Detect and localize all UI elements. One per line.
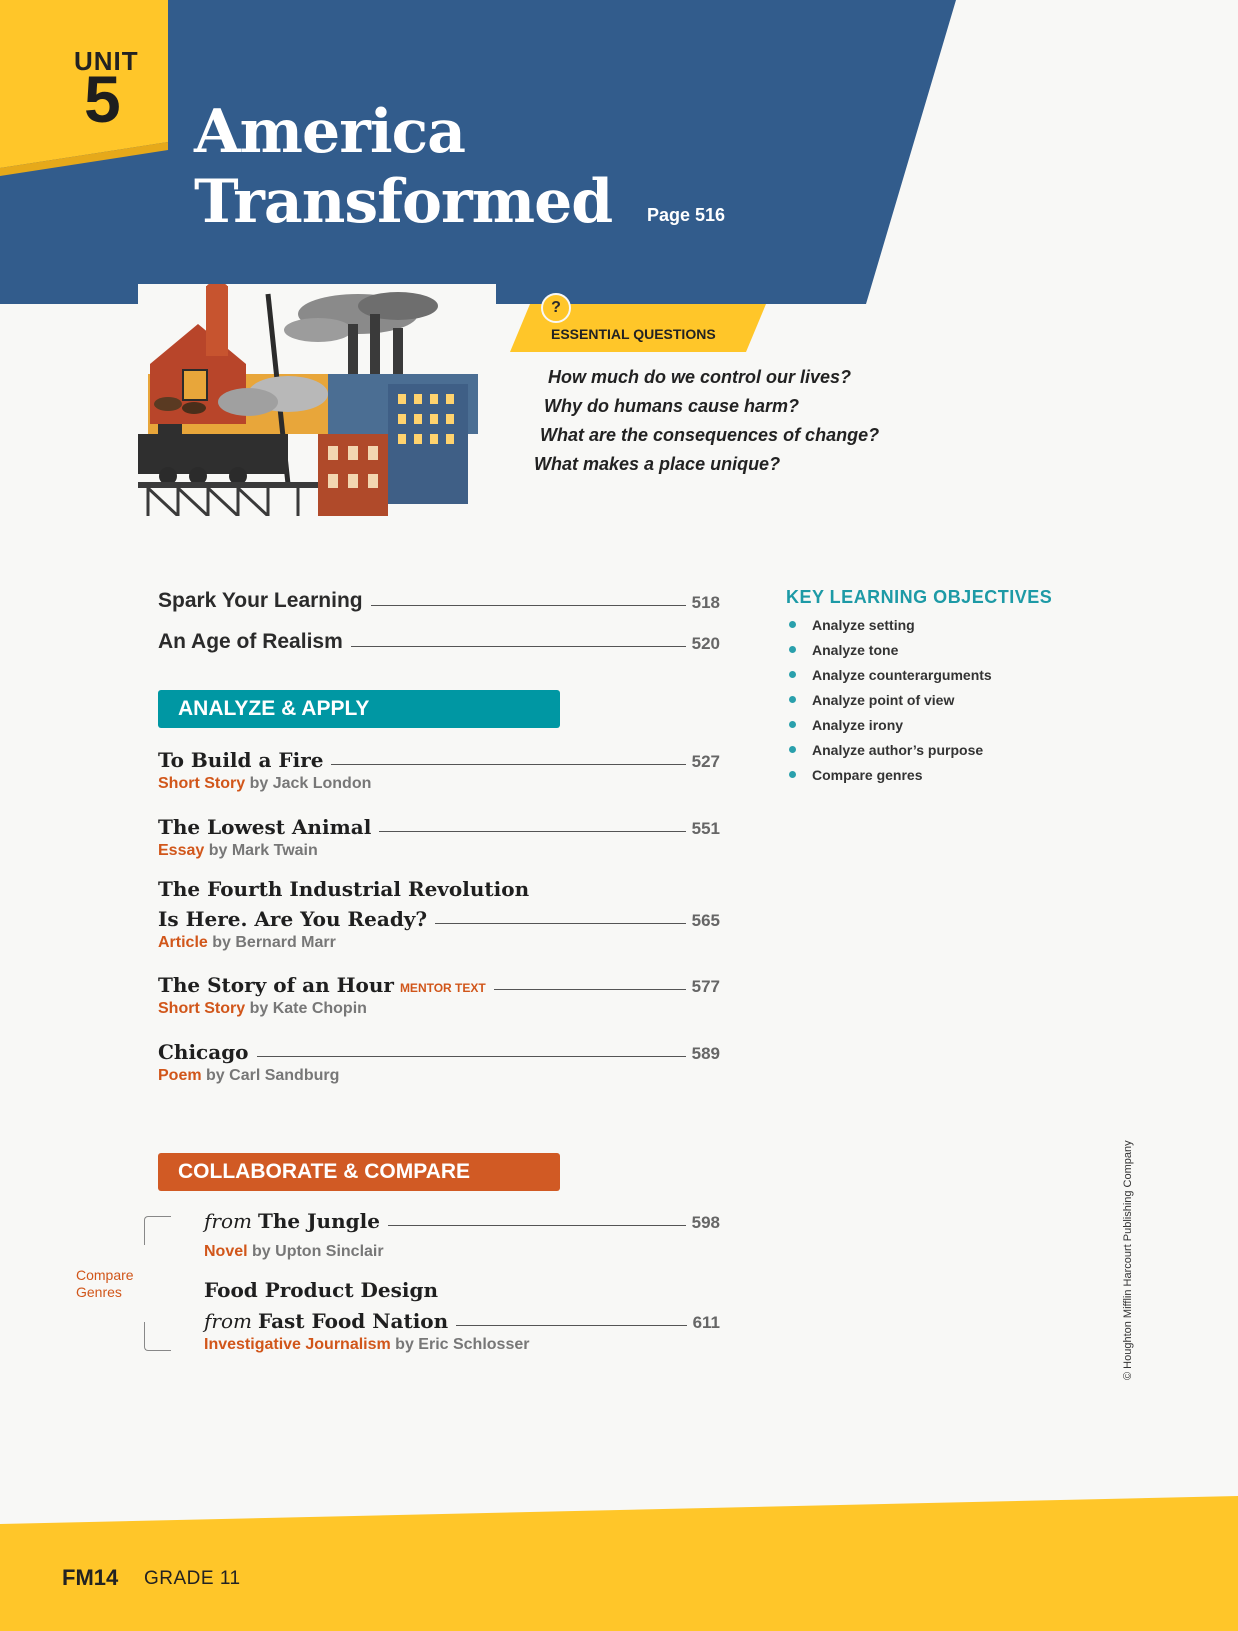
author-credit: by Eric Schlosser <box>390 1336 530 1353</box>
unit-label: UNIT <box>74 46 139 76</box>
toc-entry-title: The Story of an Hour <box>158 973 394 997</box>
genre-label: Investigative Journalism <box>204 1336 391 1353</box>
toc-page-number: 520 <box>691 634 720 653</box>
objective-item <box>786 741 992 766</box>
toc-entry[interactable] <box>158 742 720 772</box>
objective-item <box>786 691 992 716</box>
toc-entry[interactable] <box>158 1034 720 1064</box>
essential-question: What are the consequences of change? <box>540 425 880 445</box>
toc-entry[interactable] <box>158 809 720 839</box>
toc-entry[interactable] <box>158 967 720 997</box>
toc-byline <box>158 1000 367 1018</box>
essential-question: How much do we control our lives? <box>548 367 852 387</box>
toc-entry-title: Chicago <box>158 1040 249 1064</box>
toc-page-number: 551 <box>691 819 720 838</box>
unit-title-line1: America <box>194 97 466 167</box>
toc-page-number: 518 <box>691 593 720 612</box>
objective-text: Analyze tone <box>812 642 899 658</box>
author-credit: by Mark Twain <box>204 842 318 859</box>
toc-entry[interactable] <box>158 583 720 613</box>
toc-byline <box>204 1243 384 1261</box>
toc-entry[interactable] <box>158 901 720 931</box>
author-credit: by Jack London <box>245 775 372 792</box>
bullet-icon <box>789 696 796 703</box>
genre-label: Novel <box>204 1243 248 1260</box>
objective-item <box>786 766 992 791</box>
leader-line <box>379 831 685 832</box>
toc-entry-title-line1[interactable]: Food Product Design <box>204 1278 439 1302</box>
unit-number: 5 <box>84 62 121 136</box>
author-credit: by Carl Sandburg <box>201 1067 340 1084</box>
key-learning-objectives-heading: KEY LEARNING OBJECTIVES <box>786 587 1053 607</box>
objective-text: Analyze point of view <box>812 692 955 708</box>
objective-text: Analyze irony <box>812 717 904 733</box>
bullet-icon <box>789 671 796 678</box>
toc-entry-title: The Lowest Animal <box>158 815 372 839</box>
compare-label-line1: Compare <box>76 1267 134 1283</box>
toc-entry[interactable] <box>204 1303 720 1333</box>
genre-label: Article <box>158 934 208 951</box>
leader-line <box>371 605 686 606</box>
author-credit: by Bernard Marr <box>207 934 336 951</box>
genre-label: Essay <box>158 842 205 859</box>
copyright-notice: © Houghton Mifflin Harcourt Publishing Company <box>1122 1140 1134 1380</box>
toc-from-prefix: from <box>204 1209 252 1233</box>
objective-text: Analyze counterarguments <box>812 667 992 683</box>
leader-line <box>388 1225 686 1226</box>
objective-item <box>786 666 992 691</box>
collaborate-compare-header: COLLABORATE & COMPARE <box>158 1153 560 1191</box>
bullet-icon <box>789 771 796 778</box>
author-credit: by Kate Chopin <box>245 1000 367 1017</box>
objective-text: Compare genres <box>812 767 923 783</box>
toc-entry-title: The Jungle <box>257 1209 380 1233</box>
footer-band <box>0 1490 1238 1631</box>
mentor-text-tag: MENTOR TEXT <box>399 981 486 995</box>
toc-byline <box>158 842 318 860</box>
bullet-icon <box>789 721 796 728</box>
objective-item <box>786 616 992 641</box>
toc-entry[interactable] <box>204 1203 720 1233</box>
objective-item <box>786 641 992 666</box>
page-code: FM14 <box>62 1565 119 1590</box>
compare-label-line2: Genres <box>76 1284 122 1300</box>
leader-line <box>351 646 686 647</box>
toc-page-number: 611 <box>692 1313 720 1332</box>
bullet-icon <box>789 746 796 753</box>
toc-byline <box>158 1067 339 1085</box>
toc-byline <box>158 934 336 952</box>
leader-line <box>257 1056 686 1057</box>
toc-from-prefix: from <box>204 1309 252 1333</box>
analyze-apply-header: ANALYZE & APPLY <box>158 690 560 728</box>
objective-item <box>786 716 992 741</box>
leader-line <box>331 764 685 765</box>
genre-label: Short Story <box>158 1000 246 1017</box>
question-icon: ? <box>541 293 571 323</box>
essential-questions-heading: ESSENTIAL QUESTIONS <box>551 326 716 342</box>
unit-title-line2: Transformed <box>194 167 613 237</box>
toc-page-number: 565 <box>691 911 720 930</box>
toc-page-number: 598 <box>691 1213 720 1232</box>
toc-entry-title: To Build a Fire <box>158 748 324 772</box>
leader-line <box>494 989 686 990</box>
genre-label: Short Story <box>158 775 246 792</box>
compare-bracket-top <box>144 1216 171 1245</box>
toc-byline <box>204 1336 529 1354</box>
toc-entry-title: An Age of Realism <box>158 630 343 653</box>
toc-page-number: 589 <box>691 1044 720 1063</box>
toc-entry-title-line1[interactable]: The Fourth Industrial Revolution <box>158 877 530 901</box>
compare-genres-label <box>76 1267 134 1301</box>
bullet-icon <box>789 646 796 653</box>
unit-page-ref: Page 516 <box>647 205 726 225</box>
toc-page-number: 577 <box>691 977 720 996</box>
industrial-scene-illustration <box>138 284 496 516</box>
header-band <box>0 0 1238 320</box>
essential-question: Why do humans cause harm? <box>544 396 800 416</box>
toc-entry[interactable] <box>158 624 720 654</box>
toc-byline <box>158 775 371 793</box>
toc-page-number: 527 <box>691 752 720 771</box>
leader-line <box>435 923 685 924</box>
essential-question: What makes a place unique? <box>534 454 781 474</box>
leader-line <box>456 1325 686 1326</box>
author-credit: by Upton Sinclair <box>247 1243 384 1260</box>
objective-text: Analyze setting <box>812 617 915 633</box>
bullet-icon <box>789 621 796 628</box>
genre-label: Poem <box>158 1067 202 1084</box>
grade-label: GRADE 11 <box>144 1568 241 1589</box>
objective-text: Analyze author’s purpose <box>812 742 984 758</box>
compare-bracket-bottom <box>144 1322 171 1351</box>
toc-entry-title: Is Here. Are You Ready? <box>158 907 428 931</box>
objectives-list <box>786 616 992 791</box>
toc-entry-title: Spark Your Learning <box>158 589 363 612</box>
toc-entry-title: Fast Food Nation <box>257 1309 449 1333</box>
